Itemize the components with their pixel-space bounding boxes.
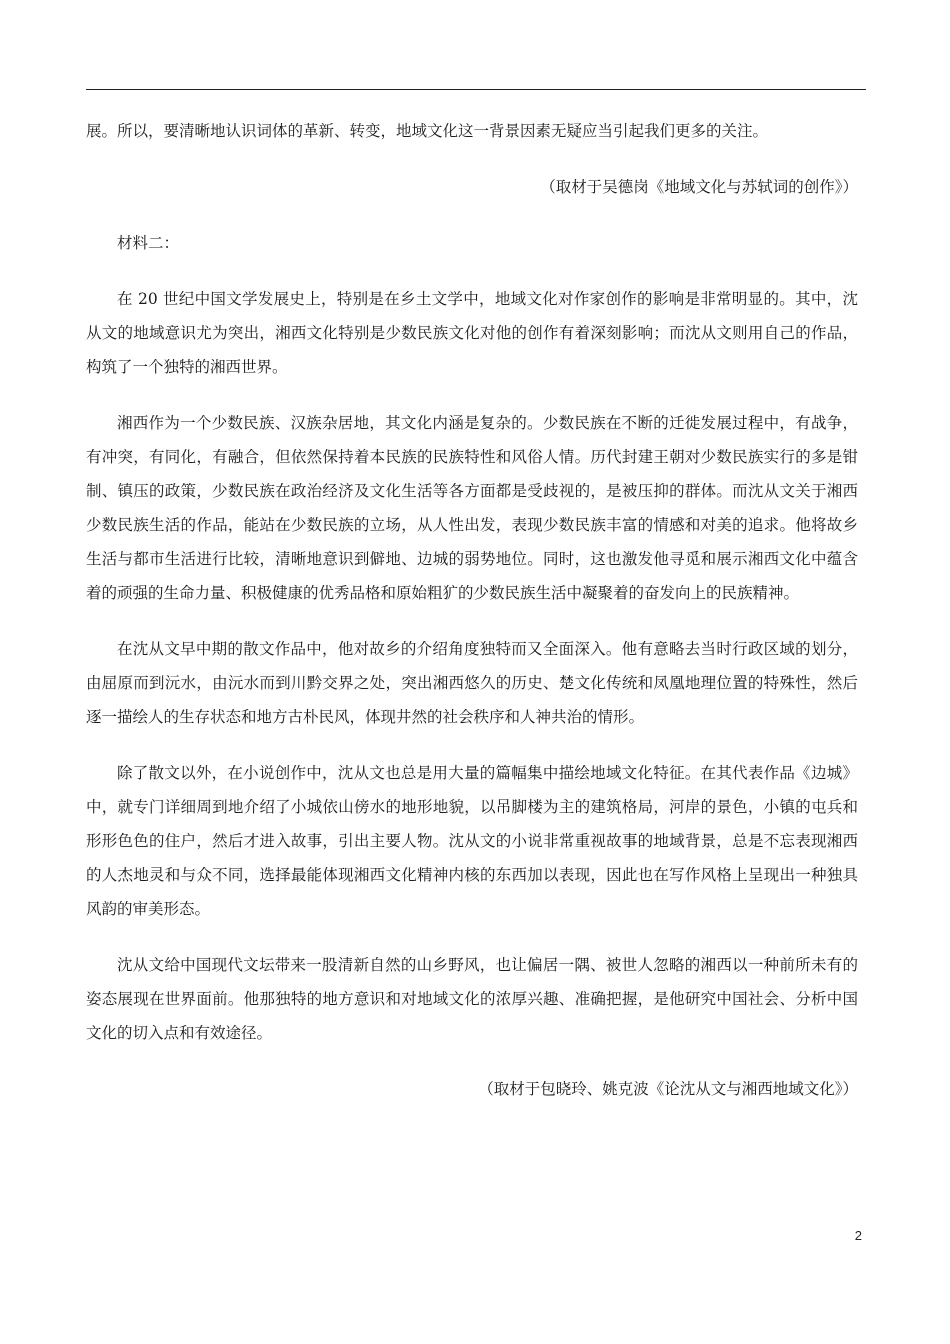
paragraph-5: 除了散文以外，在小说创作中，沈从文也总是用大量的篇幅集中描绘地域文化特征。在其代表作品《边城》中，就专门详细周到地介绍了小城依山傍水的地形地貌，以吊脚楼为主的建筑格局，河岸的景色，小镇的屯兵和形形色色的住户，然后才进入故事，引出主要人物。沈从文的小说非常重视故事的地域背景，总是不忘表现湘西的人杰地灵和与众不同，选择最能体现湘西文化精神内核的东西加以表现，因此也在写作风格上呈现出一种独具风韵的审美形态。 [86,764,858,918]
source-citation-1: （取材于吴德岗《地域文化与苏轼词的创作》） [540,178,858,196]
page-number: 2 [854,1228,862,1243]
material-two-heading: 材料二： [117,234,180,252]
paragraph-6: 沈从文给中国现代文坛带来一股清新自然的山乡野风，也让偏居一隅、被世人忽略的湘西以一种前所未有的姿态展现在世界面前。他那独特的地方意识和对地域文化的浓厚兴趣、准确把握，是他研究中国社会、分析中国文化的切入点和有效途径。 [86,956,858,1042]
source-citation-2: （取材于包晓玲、姚克波《论沈从文与湘西地域文化》） [478,1080,858,1098]
paragraph-4: 在沈从文早中期的散文作品中，他对故乡的介绍角度独特而又全面深入。他有意略去当时行政区域的划分，由屈原而到沅水，由沅水而到川黔交界之处，突出湘西悠久的历史、楚文化传统和凤凰地理位置的特殊性，然后逐一描绘人的生存状态和地方古朴民风，体现井然的社会秩序和人神共治的情形。 [86,640,858,726]
paragraph-continuation: 展。所以，要清晰地认识词体的革新、转变，地域文化这一背景因素无疑应当引起我们更多的关注。 [86,122,769,140]
paragraph-3: 湘西作为一个少数民族、汉族杂居地，其文化内涵是复杂的。少数民族在不断的迁徙发展过程中，有战争，有冲突，有同化，有融合，但依然保持着本民族的民族特性和风俗人情。历代封建王朝对少数民族实行的多是钳制、镇压的政策，少数民族在政治经济及文化生活等各方面都是受歧视的，是被压抑的群体。而沈从文关于湘西少数民族生活的作品，能站在少数民族的立场，从人性出发，表现少数民族丰富的情感和对美的追求。他将故乡生活与都市生活进行比较，清晰地意识到僻地、边城的弱势地位。同时，这也激发他寻觅和展示湘西文化中蕴含着的顽强的生命力量、积极健康的优秀品格和原始粗犷的少数民族生活中凝聚着的奋发向上的民族精神。 [86,414,858,602]
paragraph-2: 在 20 世纪中国文学发展史上，特别是在乡土文学中，地域文化对作家创作的影响是非常明显的。其中，沈从文的地域意识尤为突出，湘西文化特别是少数民族文化对他的创作有着深刻影响；而沈从文则用自己的作品，构筑了一个独特的湘西世界。 [86,290,858,376]
header-rule [86,89,866,90]
document-body [86,114,858,1128]
